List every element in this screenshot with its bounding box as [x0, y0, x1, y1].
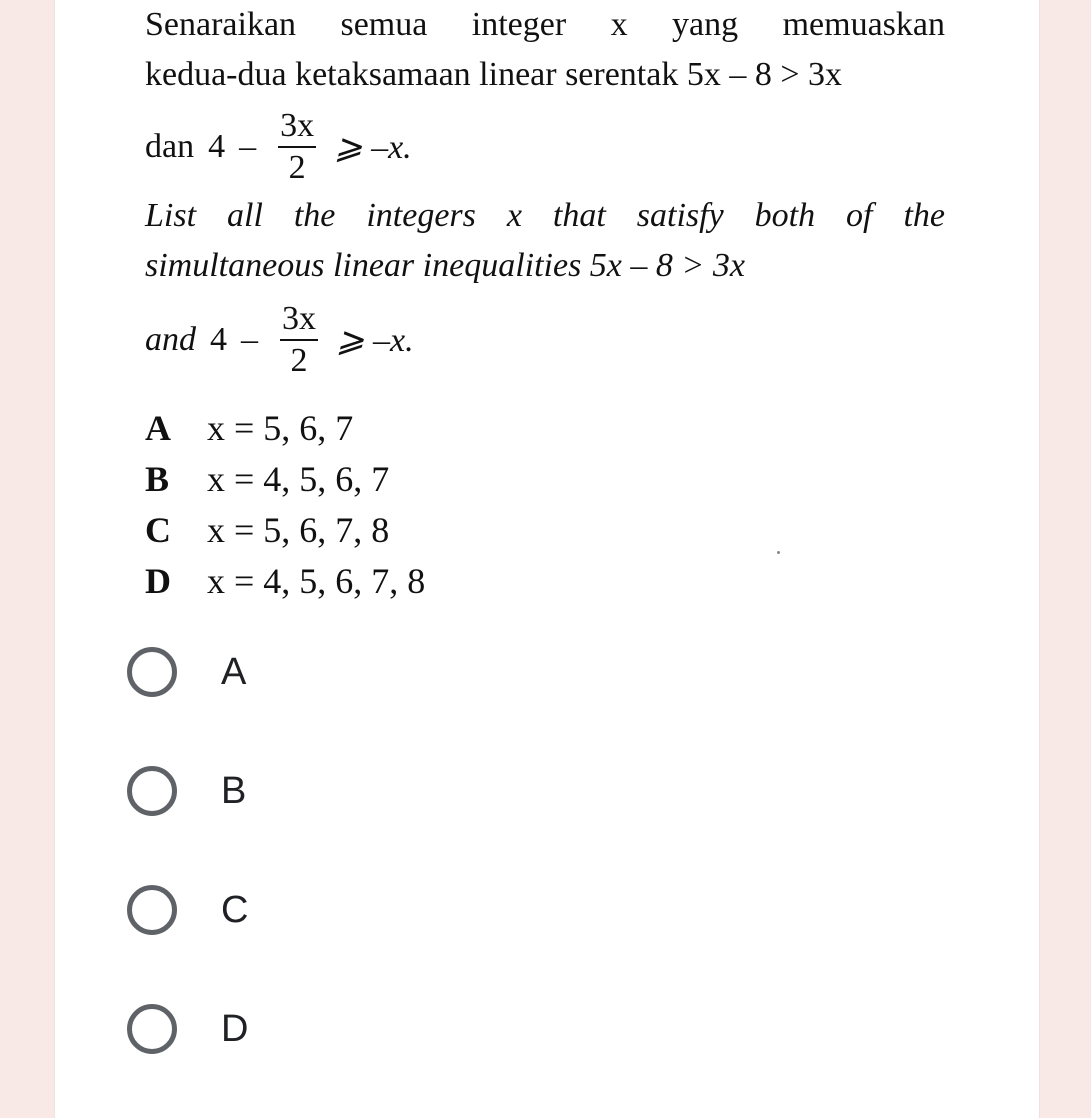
option-value: x = 5, 6, 7 [207, 407, 354, 448]
inequality-malay [145, 105, 422, 189]
minus-sign: – [241, 321, 258, 358]
fraction-numerator: 3x [278, 108, 316, 148]
radio-choice-c[interactable] [127, 850, 527, 970]
option-letter: C [145, 509, 171, 550]
option-letter: B [145, 458, 170, 499]
question-malay-line-1: Senaraikan semua integer x yang memuaskan [145, 6, 945, 43]
question-text-malay [145, 0, 945, 100]
question-english-line-1: List all the integers x that satisfy both of the [145, 197, 945, 234]
question-text-english [145, 191, 945, 291]
inequality-rhs: ⩾ –x. [336, 322, 414, 359]
option-value: x = 5, 6, 7, 8 [207, 509, 390, 550]
option-b [145, 453, 645, 504]
question-card [54, 0, 1040, 1118]
option-value: x = 4, 5, 6, 7 [207, 458, 390, 499]
option-letter: A [145, 407, 171, 448]
conjunction-english: and [145, 321, 196, 358]
stray-dot [777, 551, 780, 554]
fraction-numerator: 3x [280, 301, 318, 341]
fraction-denominator: 2 [290, 342, 308, 379]
question-malay-line-2: kedua-dua ketaksamaan linear serentak 5x – 8 > 3x [145, 56, 843, 93]
radio-choice-a[interactable] [127, 612, 527, 732]
option-value: x = 4, 5, 6, 7, 8 [207, 560, 426, 601]
inequality-english [145, 298, 424, 382]
radio-circle-icon[interactable] [127, 647, 177, 697]
fraction [278, 108, 316, 186]
minus-sign: – [239, 128, 257, 165]
radio-label[interactable]: D [221, 1007, 249, 1050]
radio-choice-d[interactable] [127, 969, 527, 1089]
inequality-rhs: ⩾ –x. [334, 129, 412, 166]
radio-label[interactable]: B [221, 769, 247, 812]
radio-circle-icon[interactable] [127, 1004, 177, 1054]
option-d [145, 555, 645, 606]
constant-four: 4 [210, 321, 227, 358]
radio-circle-icon[interactable] [127, 885, 177, 935]
option-letter: D [145, 560, 171, 601]
question-english-line-2: simultaneous linear inequalities 5x – 8 > 3x [145, 247, 745, 284]
option-a [145, 402, 645, 453]
fraction-denominator: 2 [288, 149, 306, 186]
radio-label[interactable]: C [221, 888, 249, 931]
conjunction-malay: dan [145, 128, 195, 165]
radio-circle-icon[interactable] [127, 766, 177, 816]
fraction [280, 301, 318, 379]
answer-options-list [145, 402, 645, 606]
radio-label[interactable]: A [221, 650, 247, 693]
constant-four: 4 [208, 128, 226, 165]
radio-choice-b[interactable] [127, 731, 527, 851]
option-c [145, 504, 645, 555]
